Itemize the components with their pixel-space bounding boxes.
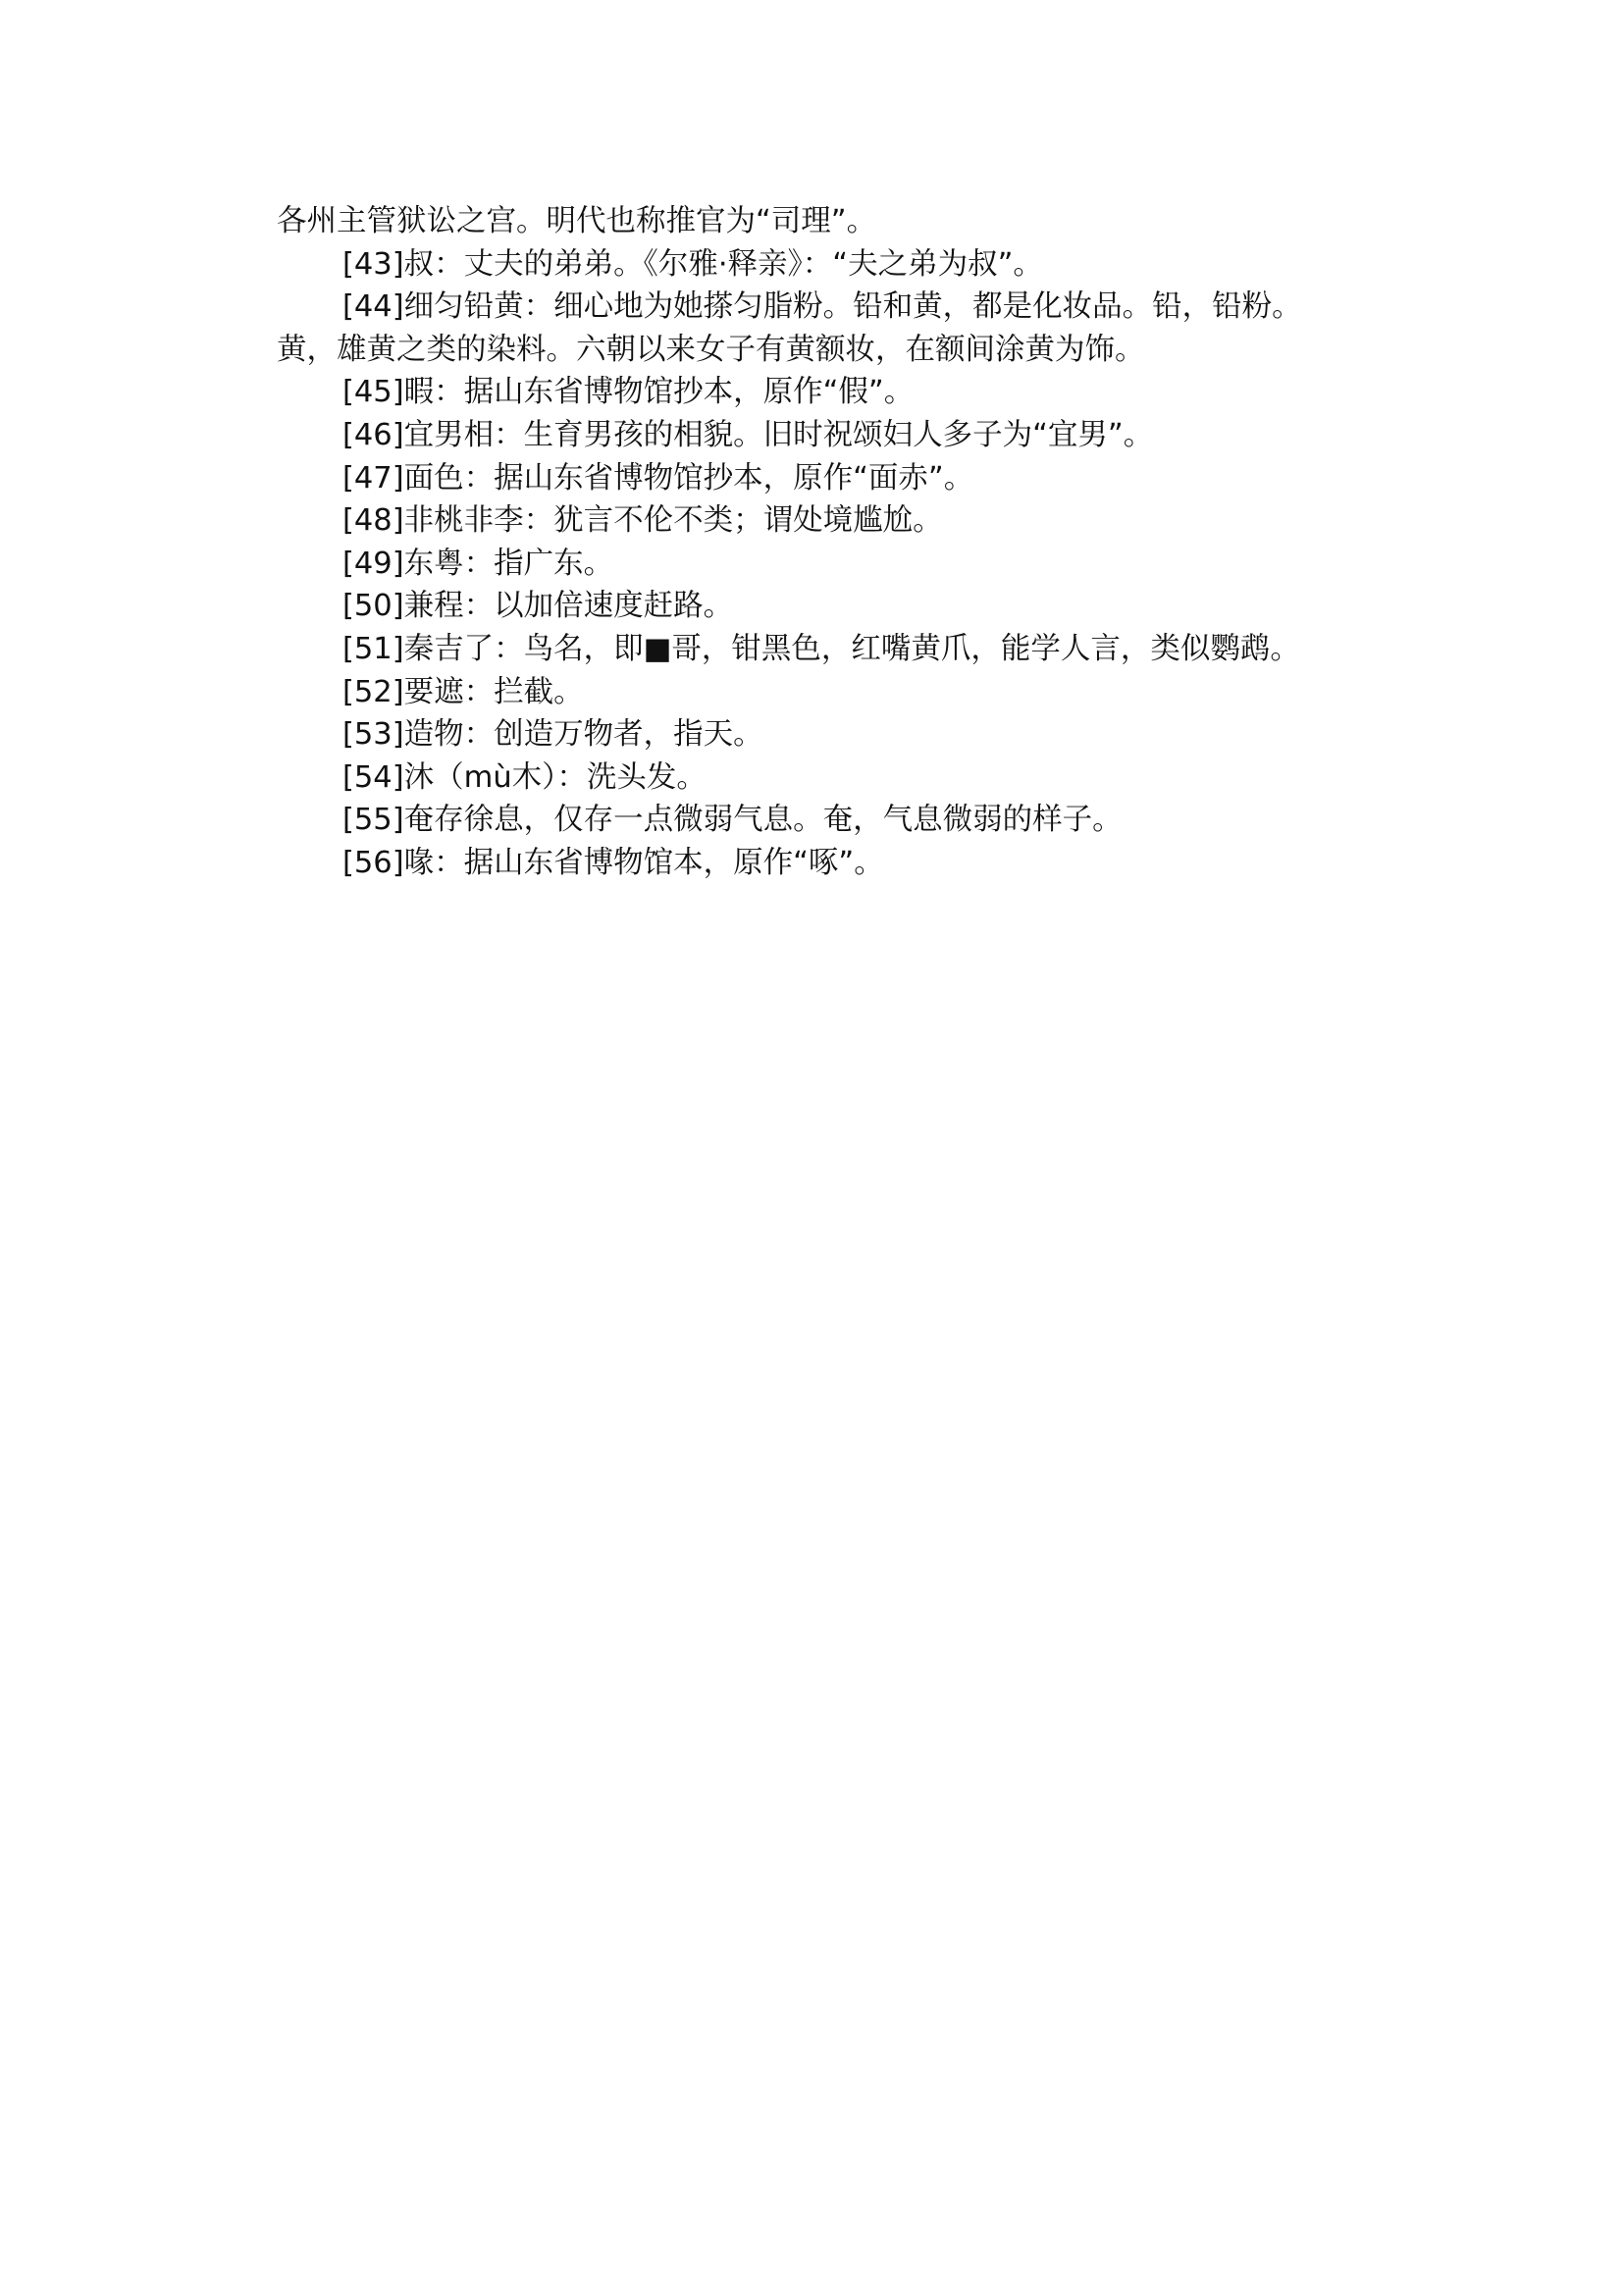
note-line: [50]兼程：以加倍速度赶路。 bbox=[342, 589, 734, 624]
note-line: 黄，雄黄之类的染料。六朝以来女子有黄额妆，在额间涂黄为饰。 bbox=[277, 332, 1145, 367]
note-line: [51]秦吉了：鸟名，即■哥，钳黑色，红嘴黄爪，能学人言，类似鹦鹉。 bbox=[342, 631, 1300, 666]
note-line: [53]造物：创造万物者，指天。 bbox=[342, 717, 763, 753]
note-line: [44]细匀铅黄：细心地为她搽匀脂粉。铅和黄，都是化妆品。铅，铅粉。 bbox=[342, 289, 1302, 325]
note-line: [43]叔：丈夫的弟弟。《尔雅·释亲》：“夫之弟为叔”。 bbox=[342, 246, 1043, 282]
note-line: 各州主管狱讼之宫。明代也称推官为“司理”。 bbox=[277, 204, 877, 238]
annotation-notes bbox=[277, 200, 1361, 885]
note-line: [54]沐（mù木）：洗头发。 bbox=[342, 759, 707, 795]
note-line: [56]喙：据山东省博物馆本，原作“啄”。 bbox=[342, 845, 884, 880]
note-line: [47]面色：据山东省博物馆抄本，原作“面赤”。 bbox=[342, 460, 974, 495]
note-line: [52]要遮：拦截。 bbox=[342, 674, 584, 709]
note-line: [46]宜男相：生育男孩的相貌。旧时祝颂妇人多子为“宜男”。 bbox=[342, 417, 1154, 452]
note-line: [55]奄存徐息，仅存一点微弱气息。奄，气息微弱的样子。 bbox=[342, 803, 1123, 838]
note-line: [48]非桃非李：犹言不伦不类；谓处境尴尬。 bbox=[342, 503, 943, 539]
note-line: [49]东粤：指广东。 bbox=[342, 546, 614, 581]
note-line: [45]暇：据山东省博物馆抄本，原作“假”。 bbox=[342, 375, 915, 410]
